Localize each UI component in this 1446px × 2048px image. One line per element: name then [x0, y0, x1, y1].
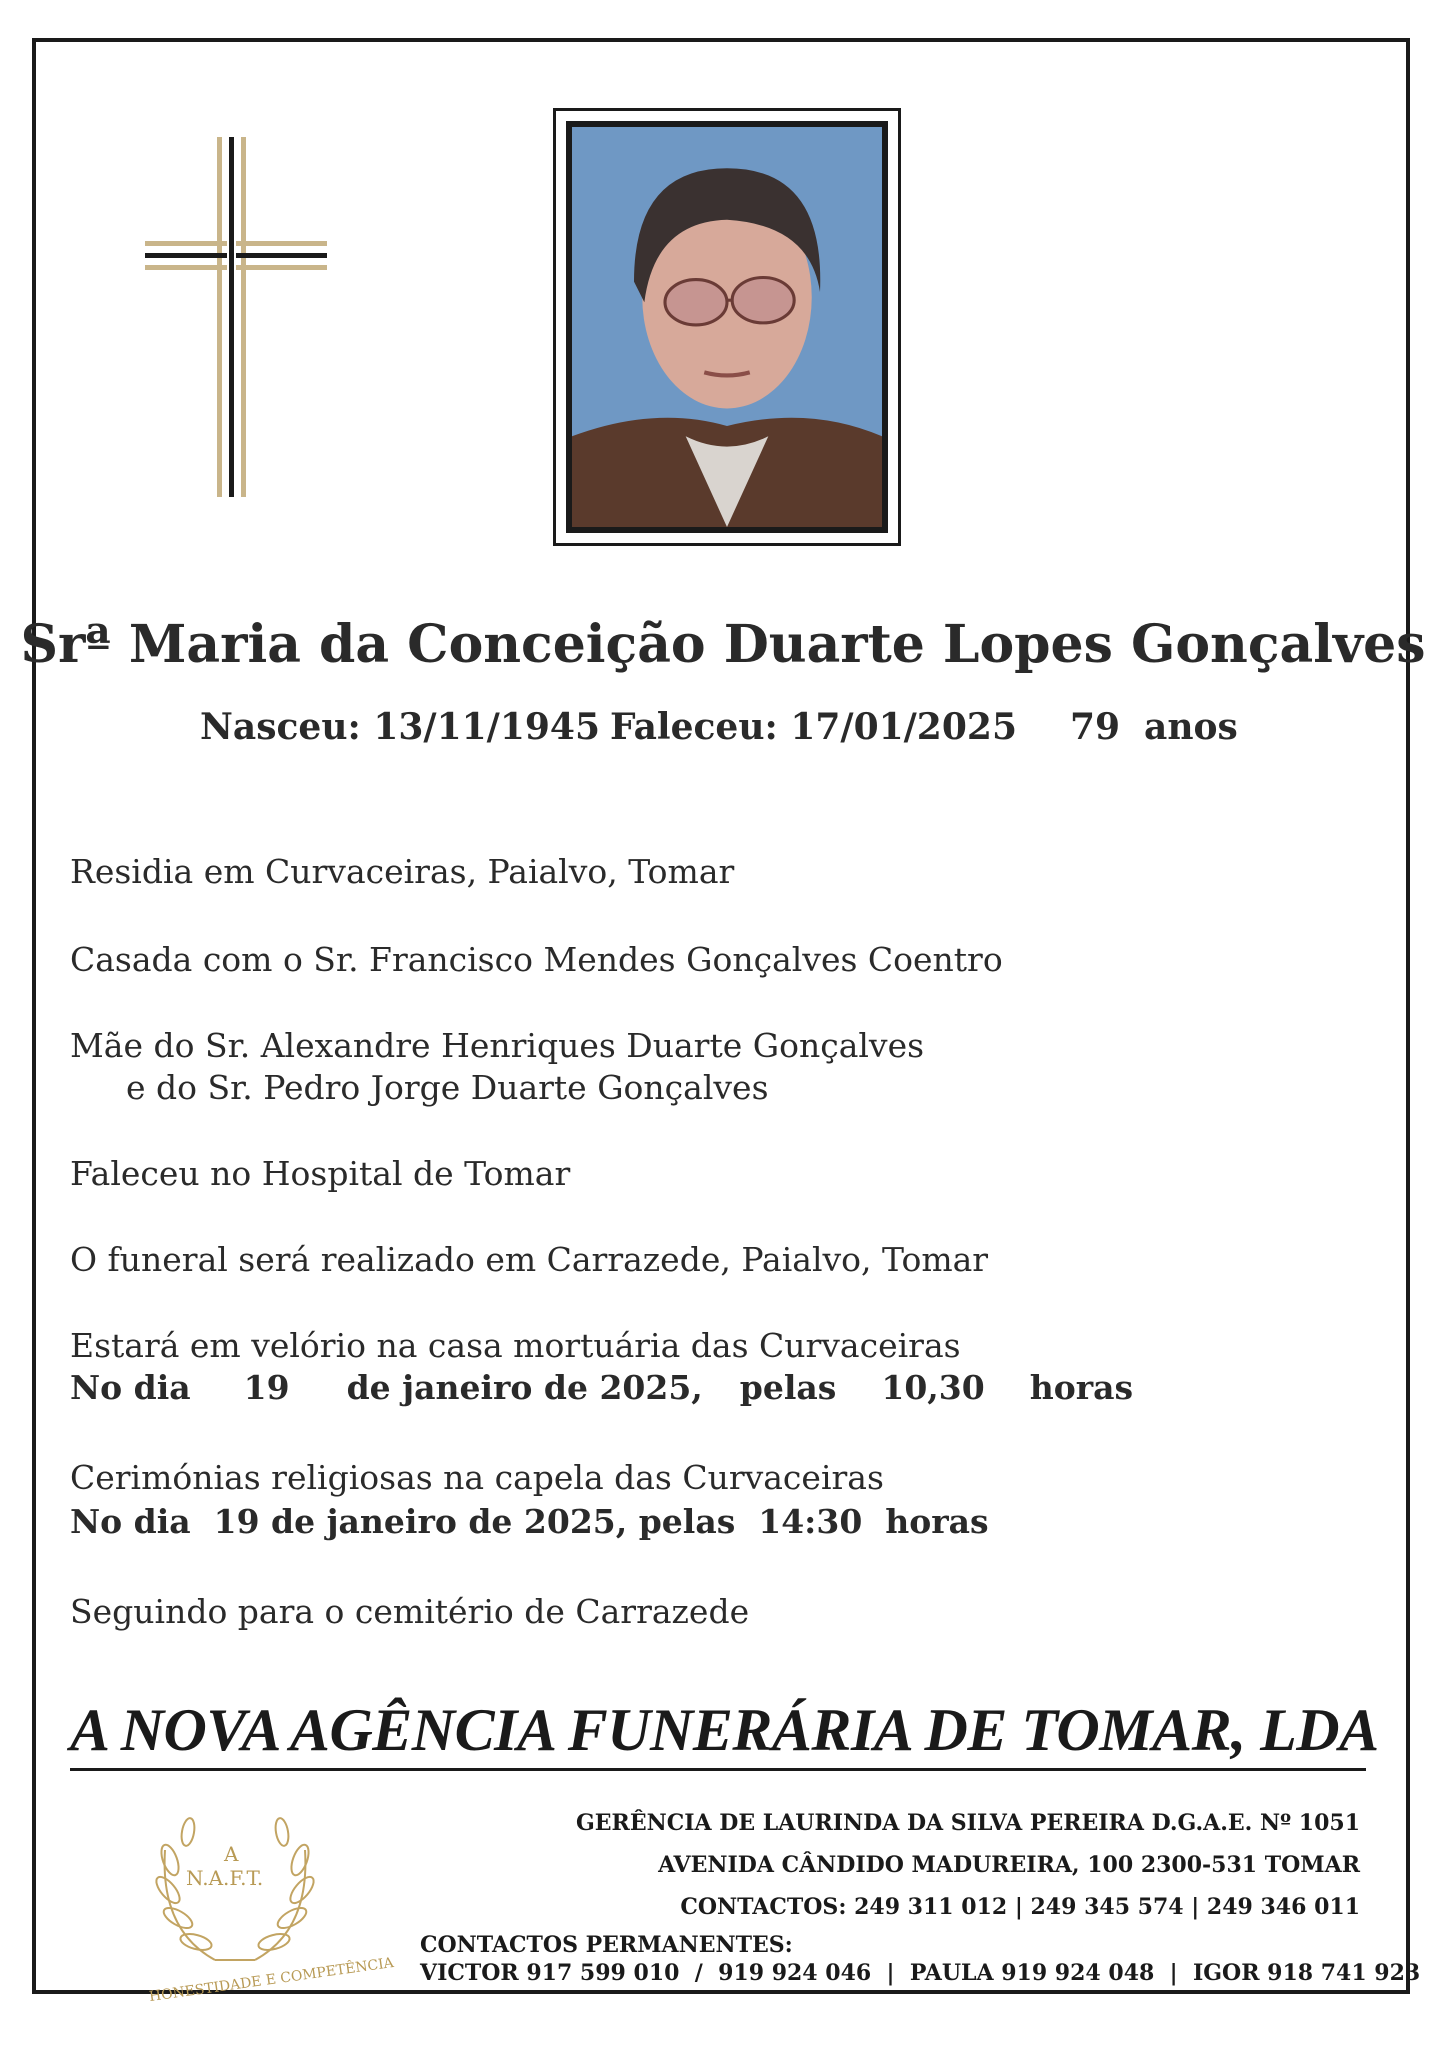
permanent-contacts: VICTOR 917 599 010 / 919 924 046 | PAULA 919 924 048 | IGOR 918 741 923 — [420, 1960, 1421, 1986]
wake-day: 19 — [243, 1368, 290, 1407]
birth-date: Nasceu: 13/11/1945 — [200, 706, 601, 748]
cross-icon — [145, 137, 327, 497]
wake-text: Estará em velório na casa mortuária das Curvaceiras — [70, 1326, 961, 1365]
wake-time: 10,30 — [881, 1368, 985, 1407]
seal-initials: N.A.F.T. — [186, 1866, 264, 1890]
death-date: Faleceu: 17/01/2025 — [610, 706, 1018, 748]
agency-contacts: CONTACTOS: 249 311 012 | 249 345 574 | 249 346 011 — [680, 1894, 1360, 1920]
wake-no-dia: No dia — [70, 1368, 191, 1407]
wake-month-year: de janeiro de 2025, — [346, 1368, 703, 1407]
wake-when — [70, 1368, 1133, 1407]
agency-name: A NOVA AGÊNCIA FUNERÁRIA DE TOMAR, LDA — [70, 1697, 1379, 1763]
residence-text: Residia em Curvaceiras, Paialvo, Tomar — [70, 852, 735, 891]
ceremony-text: Cerimónias religiosas na capela das Curvaceiras — [70, 1458, 884, 1497]
seal-motto: HONESTIDADE E COMPETÊNCIA — [148, 1954, 395, 2006]
portrait-photo — [572, 127, 882, 527]
agency-management: GERÊNCIA DE LAURINDA DA SILVA PEREIRA D.G.A.E. Nº 1051 — [576, 1810, 1360, 1836]
wake-pelas: pelas — [739, 1368, 837, 1407]
seal-letter: A — [224, 1842, 239, 1866]
ceremony-when: No dia 19 de janeiro de 2025, pelas 14:30 horas — [70, 1502, 989, 1541]
permanent-contacts-title: CONTACTOS PERMANENTES: — [420, 1932, 793, 1958]
agency-address: AVENIDA CÂNDIDO MADUREIRA, 100 2300-531 TOMAR — [658, 1852, 1360, 1878]
burial-text: Seguindo para o cemitério de Carrazede — [70, 1592, 750, 1631]
wake-horas: horas — [1029, 1368, 1134, 1407]
age-number: 79 — [1070, 706, 1121, 748]
children-text-2: e do Sr. Pedro Jorge Duarte Gonçalves — [126, 1068, 769, 1107]
deceased-name: Srª Maria da Conceição Duarte Lopes Gonçalves — [20, 614, 1426, 675]
death-place-text: Faleceu no Hospital de Tomar — [70, 1154, 571, 1193]
spouse-text: Casada com o Sr. Francisco Mendes Gonçalves Coentro — [70, 940, 1003, 979]
children-text-1: Mãe do Sr. Alexandre Henriques Duarte Gonçalves — [70, 1026, 925, 1065]
funeral-text: O funeral será realizado em Carrazede, Paialvo, Tomar — [70, 1240, 989, 1279]
portrait-frame — [553, 108, 901, 546]
age-unit: anos — [1144, 706, 1238, 748]
agency-underline — [70, 1768, 1366, 1771]
laurel-seal-icon — [120, 1790, 350, 1990]
